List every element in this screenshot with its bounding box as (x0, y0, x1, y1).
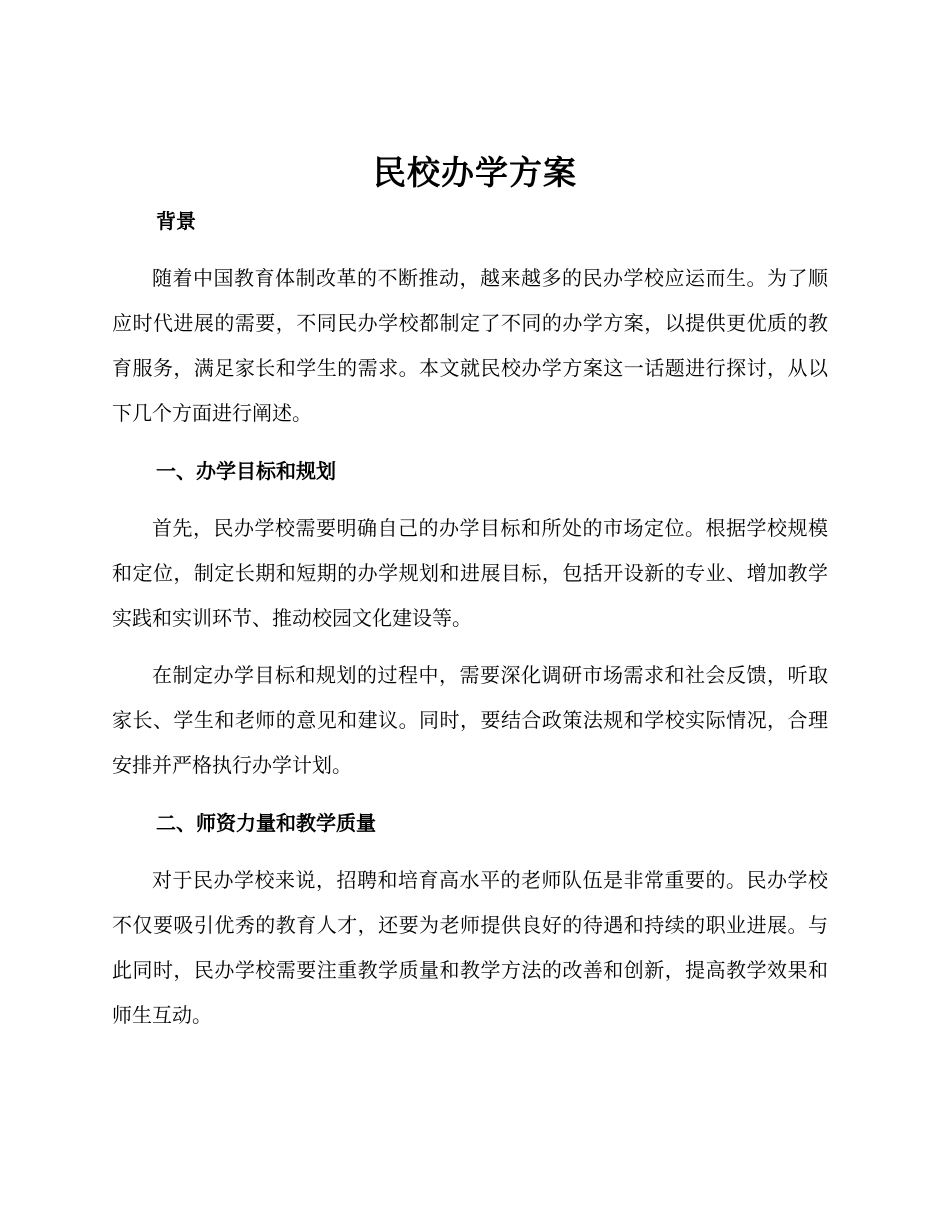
paragraph-teachers: 对于民办学校来说，招聘和培育高水平的老师队伍是非常重要的。民办学校不仅要吸引优秀的教育人才，还要为老师提供良好的待遇和持续的职业进展。与此同时，民办学校需要注重教学质量和教学方法的改善和创新，提高教学效果和师生互动。 (112, 868, 828, 1027)
paragraph-goals-1: 首先，民办学校需要明确自己的办学目标和所处的市场定位。根据学校规模和定位，制定长期和短期的办学规划和进展目标，包括开设新的专业、增加教学实践和实训环节、推动校园文化建设等。 (112, 516, 828, 630)
section-heading-goals-planning: 一、办学目标和规划 (156, 459, 336, 483)
section-heading-background: 背景 (156, 209, 196, 233)
section-heading-teachers-quality: 二、师资力量和教学质量 (156, 811, 376, 835)
paragraph-background: 随着中国教育体制改革的不断推动，越来越多的民办学校应运而生。为了顺应时代进展的需要，不同民办学校都制定了不同的办学方案，以提供更优质的教育服务，满足家长和学生的需求。本文就民校办学方案这一话题进行探讨，从以下几个方面进行阐述。 (112, 266, 828, 425)
document-title: 民校办学方案 (373, 153, 577, 192)
paragraph-goals-2: 在制定办学目标和规划的过程中，需要深化调研市场需求和社会反馈，听取家长、学生和老师的意见和建议。同时，要结合政策法规和学校实际情况，合理安排并严格执行办学计划。 (112, 663, 828, 777)
